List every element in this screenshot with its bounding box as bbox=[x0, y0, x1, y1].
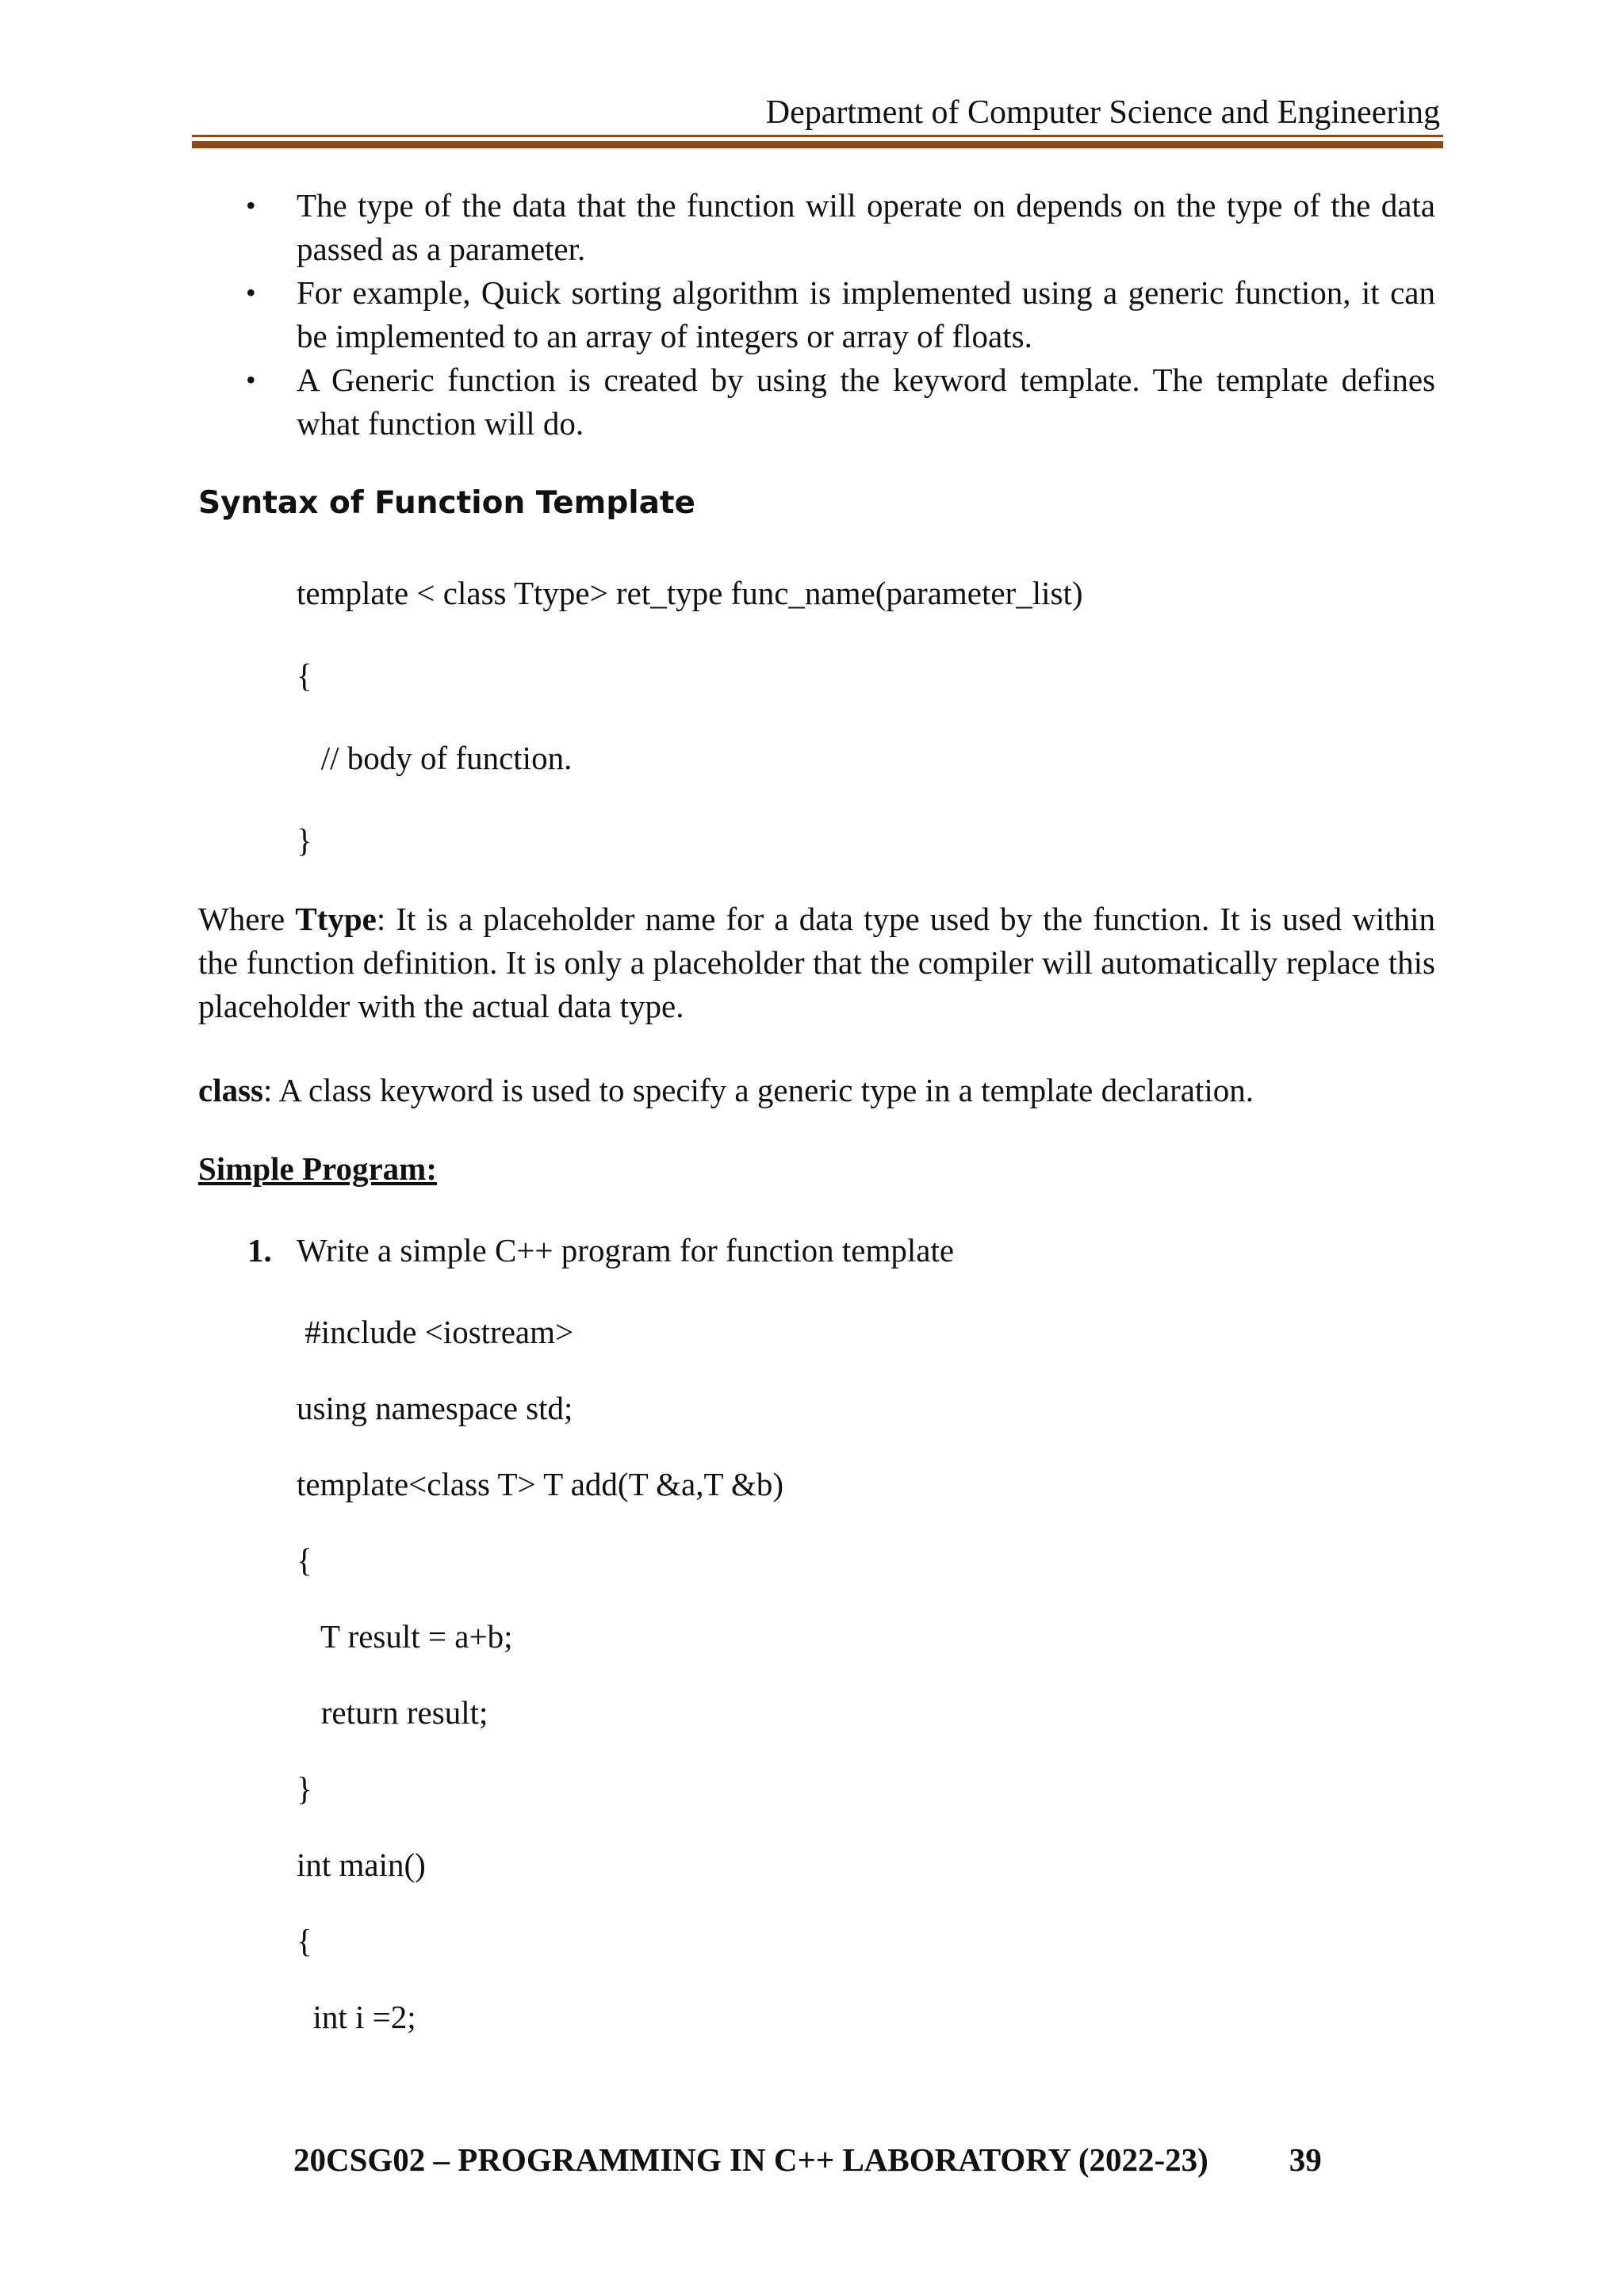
header-rule-thick bbox=[192, 141, 1443, 148]
code-line: template<class T> T add(T &a,T &b) bbox=[297, 1466, 784, 1502]
bullet-item bbox=[198, 358, 1435, 446]
class-definition bbox=[198, 1069, 1435, 1112]
syntax-section-title: Syntax of Function Template bbox=[198, 485, 696, 521]
ttype-term: Ttype bbox=[295, 901, 377, 937]
footer-course: 20CSG02 – PROGRAMMING IN C++ LABORATORY (2022-23) bbox=[293, 2141, 1208, 2178]
syntax-line: // body of function. bbox=[297, 740, 573, 776]
page-footer bbox=[293, 2141, 1322, 2179]
bullet-text: The type of the data that the function will operate on depends on the type of the data passed as a parameter. bbox=[297, 187, 1435, 267]
ttype-definition bbox=[198, 897, 1435, 1028]
page-number: 39 bbox=[1289, 2141, 1322, 2178]
bullet-dot-icon: • bbox=[246, 189, 256, 221]
bullet-item bbox=[198, 271, 1435, 358]
simple-program-title: Simple Program: bbox=[198, 1150, 437, 1187]
code-line: T result = a+b; bbox=[297, 1618, 513, 1655]
code-line: int main() bbox=[297, 1846, 426, 1883]
bullet-dot-icon: • bbox=[246, 277, 256, 308]
bullet-text: For example, Quick sorting algorithm is implemented using a generic function, it can be implemented to an array of integers or array of floats. bbox=[297, 274, 1435, 354]
class-term: class bbox=[198, 1072, 263, 1108]
class-description: : A class keyword is used to specify a generic type in a template declaration. bbox=[263, 1072, 1254, 1108]
bullet-text: A Generic function is created by using the keyword template. The template defines what function will do. bbox=[297, 362, 1435, 442]
task-item bbox=[247, 1231, 954, 1269]
header-rule-thin bbox=[192, 135, 1443, 137]
syntax-line: template < class Ttype> ret_type func_name(parameter_list) bbox=[297, 575, 1083, 611]
code-line: } bbox=[297, 1770, 312, 1807]
code-line: { bbox=[297, 1923, 312, 1959]
code-line: using namespace std; bbox=[297, 1390, 573, 1426]
task-number: 1. bbox=[247, 1232, 272, 1269]
intro-bullet-list bbox=[198, 184, 1435, 446]
code-line: return result; bbox=[297, 1694, 488, 1731]
header-title: Department of Computer Science and Engineering bbox=[765, 94, 1440, 131]
task-text: Write a simple C++ program for function template bbox=[297, 1232, 955, 1269]
code-line: #include <iostream> bbox=[297, 1314, 574, 1350]
bullet-dot-icon: • bbox=[246, 364, 256, 396]
code-line: { bbox=[297, 1542, 312, 1578]
syntax-line: } bbox=[297, 822, 312, 859]
ttype-description: : It is a placeholder name for a data type used by the function. It is used within the function definition. It is only a placeholder that the compiler will automatically replace this placeholder with the actual data type. bbox=[198, 901, 1435, 1024]
code-line: int i =2; bbox=[297, 1999, 416, 2035]
bullet-item bbox=[198, 184, 1435, 271]
syntax-line: { bbox=[297, 657, 312, 694]
where-prefix: Where bbox=[198, 901, 296, 937]
